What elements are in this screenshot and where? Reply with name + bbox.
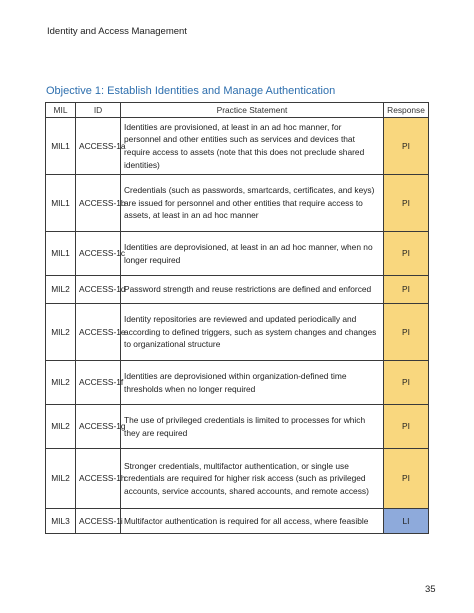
practice-statement-cell: Stronger credentials, multifactor authentication, or single use credentials are required for higher risk access (such as privileged accounts, service accounts, shared accounts, and remote access) xyxy=(121,449,384,509)
table-row xyxy=(46,361,429,405)
practice-id-cell: ACCESS-1g xyxy=(76,405,121,449)
practice-id-cell: ACCESS-1d xyxy=(76,276,121,304)
mil-cell: MIL1 xyxy=(46,232,76,276)
mil-cell: MIL3 xyxy=(46,509,76,534)
practice-statement-cell: Password strength and reuse restrictions are defined and enforced xyxy=(121,276,384,304)
mil-cell: MIL1 xyxy=(46,118,76,175)
practice-id-cell: ACCESS-1a xyxy=(76,118,121,175)
practice-id-cell: ACCESS-1e xyxy=(76,304,121,361)
practice-statement-cell: Identity repositories are reviewed and updated periodically and according to defined triggers, such as system changes and changes to organizational structure xyxy=(121,304,384,361)
practice-id-cell: ACCESS-1b xyxy=(76,175,121,232)
running-header: Identity and Access Management xyxy=(47,26,187,37)
mil-cell: MIL1 xyxy=(46,175,76,232)
practice-statement-cell: Credentials (such as passwords, smartcards, certificates, and keys) are issued for personnel and other entities that require access to assets, at least in an ad hoc manner xyxy=(121,175,384,232)
mil-cell: MIL2 xyxy=(46,276,76,304)
table-row xyxy=(46,509,429,534)
practice-statement-cell: Identities are deprovisioned within organization-defined time thresholds when no longer required xyxy=(121,361,384,405)
column-header-response: Response xyxy=(384,103,429,118)
practice-id-cell: ACCESS-1c xyxy=(76,232,121,276)
response-cell: PI xyxy=(384,361,429,405)
table-row xyxy=(46,449,429,509)
table-row xyxy=(46,405,429,449)
objective-title: Objective 1: Establish Identities and Manage Authentication xyxy=(46,85,336,97)
table-row xyxy=(46,175,429,232)
practice-statement-cell: Identities are provisioned, at least in an ad hoc manner, for personnel and other entities such as services and devices that require access to assets (note that this does not preclude shared identities) xyxy=(121,118,384,175)
response-cell: PI xyxy=(384,304,429,361)
practice-statement-cell: Identities are deprovisioned, at least in an ad hoc manner, when no longer required xyxy=(121,232,384,276)
mil-cell: MIL2 xyxy=(46,304,76,361)
practice-statement-cell: Multifactor authentication is required for all access, where feasible xyxy=(121,509,384,534)
practice-statement-cell: The use of privileged credentials is limited to processes for which they are required xyxy=(121,405,384,449)
table-row xyxy=(46,276,429,304)
response-cell: LI xyxy=(384,509,429,534)
column-header-mil: MIL xyxy=(46,103,76,118)
response-cell: PI xyxy=(384,232,429,276)
mil-cell: MIL2 xyxy=(46,361,76,405)
practice-id-cell: ACCESS-1i xyxy=(76,509,121,534)
mil-cell: MIL2 xyxy=(46,449,76,509)
practice-id-cell: ACCESS-1h xyxy=(76,449,121,509)
table-row xyxy=(46,118,429,175)
table-row xyxy=(46,232,429,276)
table-row xyxy=(46,304,429,361)
column-header-id: ID xyxy=(76,103,121,118)
practice-id-cell: ACCESS-1f xyxy=(76,361,121,405)
response-cell: PI xyxy=(384,449,429,509)
response-cell: PI xyxy=(384,118,429,175)
table-header-row xyxy=(46,103,429,118)
column-header-practice-statement: Practice Statement xyxy=(121,103,384,118)
page-number: 35 xyxy=(425,584,436,595)
response-cell: PI xyxy=(384,175,429,232)
response-cell: PI xyxy=(384,276,429,304)
response-cell: PI xyxy=(384,405,429,449)
practice-table xyxy=(45,102,429,534)
mil-cell: MIL2 xyxy=(46,405,76,449)
